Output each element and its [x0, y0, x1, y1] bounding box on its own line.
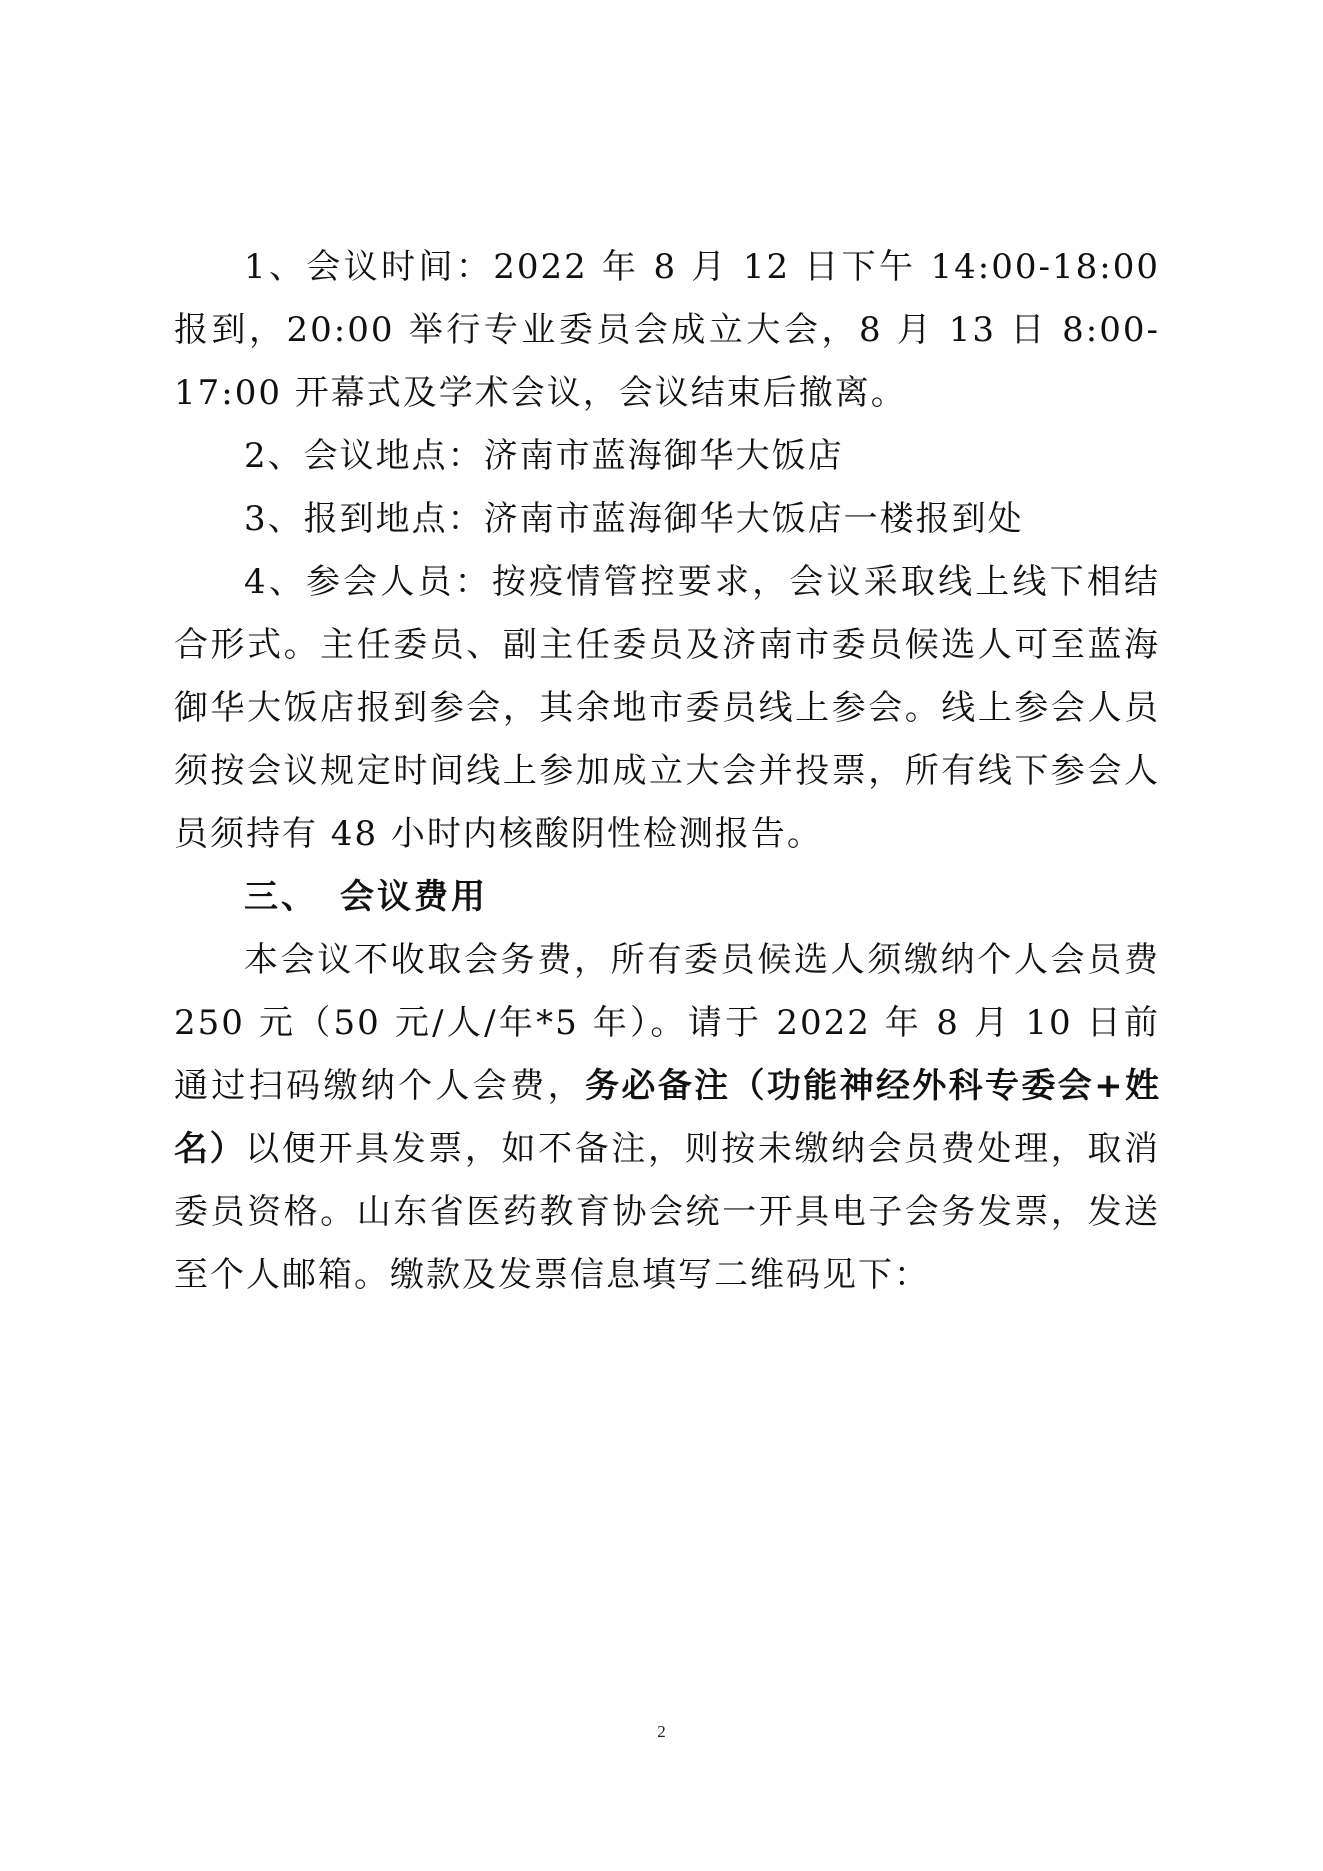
- meeting-time-item: 1、会议时间：2022 年 8 月 12 日下午 14:00-18:00 报到，20:00 举行专业委员会成立大会，8 月 13 日 8:00-17:00 开幕式及学术会议，会议结束后撤离。: [174, 247, 1160, 413]
- section-number: 三、: [244, 877, 318, 917]
- attendees-item: 4、参会人员：按疫情管控要求，会议采取线上线下相结合形式。主任委员、副主任委员及济南市委员候选人可至蓝海御华大饭店报到参会，其余地市委员线上参会。线上参会人员须按会议规定时间线上参加成立大会并投票，所有线下参会人员须持有 48 小时内核酸阴性检测报告。: [174, 562, 1160, 854]
- meeting-venue-item: 2、会议地点：济南市蓝海御华大饭店: [244, 436, 844, 476]
- section-heading-fees: [174, 866, 1160, 929]
- fee-emphasis: 务必备注（功能神经外科专委会+姓名）: [174, 1066, 1160, 1169]
- fee-text-before: 本会议不收取会务费，所有委员候选人须缴纳个人会员费 250 元（50 元/人/年*5 年）。请于 2022 年 8 月 10 日前通过扫码缴纳个人会费，: [174, 940, 1160, 1106]
- section-title: 会议费用: [340, 877, 488, 917]
- fee-text-after: 以便开具发票，如不备注，则按未缴纳会员费处理，取消委员资格。山东省医药教育协会统一开具电子会务发票，发送至个人邮箱。缴款及发票信息填写二维码见下：: [174, 1129, 1161, 1295]
- fee-paragraph: [174, 929, 1160, 1307]
- checkin-location-item: 3、报到地点：济南市蓝海御华大饭店一楼报到处: [244, 499, 1024, 539]
- page-number: 2: [657, 1722, 666, 1741]
- document-body: [174, 236, 1160, 1307]
